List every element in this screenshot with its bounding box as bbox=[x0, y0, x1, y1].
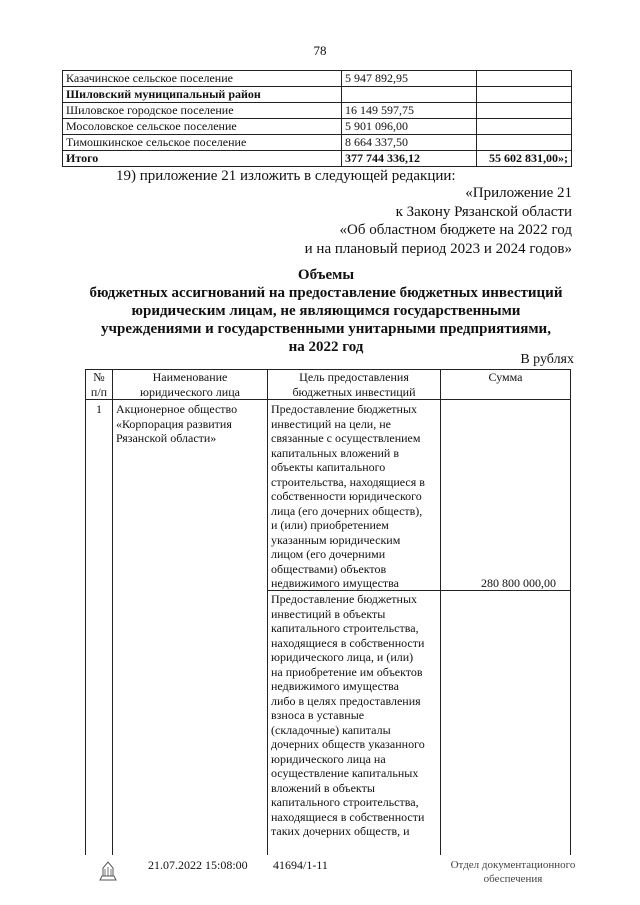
investment-purpose-1 bbox=[271, 402, 439, 591]
department-stamp: Отдел документационного обеспечения bbox=[450, 859, 576, 885]
summary-row bbox=[63, 151, 572, 167]
summary-cell-name: Шиловское городское поселение bbox=[63, 103, 342, 119]
annex-line: к Закону Рязанской области bbox=[395, 203, 572, 220]
summary-cell-value1: 16 149 597,75 bbox=[342, 103, 477, 119]
cell-line: связанные с осуществлением bbox=[271, 431, 421, 445]
cell-line: Предоставление бюджетных bbox=[271, 402, 418, 416]
cell-line: капитального строительства, bbox=[271, 795, 419, 809]
summary-cell-value2 bbox=[477, 87, 572, 103]
summary-row bbox=[63, 71, 572, 87]
instruction-text: 19) приложение 21 изложить в следующей редакции: bbox=[116, 168, 456, 184]
annex-line: и на плановый период 2023 и 2024 годов» bbox=[304, 240, 572, 257]
header-sum: Сумма bbox=[488, 370, 523, 384]
summary-cell-value1: 8 664 337,50 bbox=[342, 135, 477, 151]
cell-line: Предоставление бюджетных bbox=[271, 592, 418, 606]
footer-date: 21.07.2022 15:08:00 bbox=[148, 858, 248, 872]
cell-line: лица (его дочерних обществ), bbox=[271, 503, 423, 518]
cell-line: таких дочерних обществ, и bbox=[271, 824, 410, 838]
title-line: учреждениями и государственными унитарными предприятиями, bbox=[101, 321, 551, 337]
summary-cell-value2 bbox=[477, 119, 572, 135]
summary-cell-value2 bbox=[477, 135, 572, 151]
cell-line: юридического лица на bbox=[271, 751, 386, 766]
investment-sum-1: 280 800 000,00 bbox=[481, 576, 556, 590]
summary-table bbox=[62, 70, 572, 167]
cell-line: вложений в объекты bbox=[271, 780, 375, 795]
table-header-divider bbox=[85, 399, 571, 400]
cell-line: инвестиций в объекты bbox=[271, 606, 386, 621]
summary-row bbox=[63, 103, 572, 119]
cell-line: недвижимого имущества bbox=[271, 679, 399, 693]
table-border-right bbox=[570, 369, 571, 855]
cell-line: либо в целях предоставления bbox=[271, 693, 421, 708]
summary-cell-value1: 5 901 096,00 bbox=[342, 119, 477, 135]
summary-cell-name: Шиловский муниципальный район bbox=[63, 87, 342, 103]
cell-line: Акционерное общество bbox=[116, 402, 238, 416]
summary-cell-value1 bbox=[342, 87, 477, 103]
cell-line: обществами) объектов bbox=[271, 561, 387, 576]
cell-line: объекты капитального bbox=[271, 460, 386, 474]
cell-line: осуществление капитальных bbox=[271, 766, 419, 780]
table-col-divider-2 bbox=[267, 369, 268, 855]
cell-line: находящиеся в собственности bbox=[271, 635, 425, 650]
summary-cell-value1: 377 744 336,12 bbox=[342, 151, 477, 167]
title-line: бюджетных ассигнований на предоставление бюджетных инвестиций bbox=[89, 285, 563, 301]
title-line: на 2022 год bbox=[288, 339, 364, 355]
cell-line: указанным юридическим bbox=[271, 532, 401, 547]
cell-line: на приобретение им объектов bbox=[271, 664, 423, 679]
title-line: Объемы bbox=[297, 267, 355, 283]
cell-line: находящиеся в собственности bbox=[271, 809, 425, 824]
cell-line: строительства, находящиеся в bbox=[271, 474, 425, 489]
header-purpose: Цель предоставления бюджетных инвестиций bbox=[292, 370, 416, 399]
table-col-divider-1 bbox=[112, 369, 113, 855]
header-num: № п/п bbox=[90, 370, 108, 399]
summary-cell-name: Казачинское сельское поселение bbox=[63, 71, 342, 87]
cell-line: дочерних обществ указанного bbox=[271, 737, 425, 751]
summary-cell-value2 bbox=[477, 71, 572, 87]
summary-cell-name: Мосоловское сельское поселение bbox=[63, 119, 342, 135]
coat-of-arms-icon bbox=[96, 858, 120, 882]
footer-doc-number: 41694/1-11 bbox=[273, 858, 328, 872]
cell-line: инвестиций на цели, не bbox=[271, 416, 391, 431]
cell-line: (складочные) капиталы bbox=[271, 722, 391, 737]
document-title bbox=[62, 266, 590, 356]
summary-row bbox=[63, 135, 572, 151]
row-number: 1 bbox=[96, 402, 102, 416]
annex-line: «Приложение 21 bbox=[465, 185, 572, 201]
summary-cell-name: Тимошкинское сельское поселение bbox=[63, 135, 342, 151]
cell-line: взноса в уставные bbox=[271, 708, 365, 722]
investments-table bbox=[85, 369, 571, 855]
cell-line: Рязанской области» bbox=[116, 431, 217, 445]
header-name: Наименование юридического лица bbox=[140, 370, 240, 399]
cell-line: юридического лица, и (или) bbox=[271, 650, 414, 664]
table-col-divider-3 bbox=[440, 369, 441, 855]
cell-line: капитальных вложений в bbox=[271, 445, 400, 460]
cell-line: собственности юридического bbox=[271, 489, 422, 503]
annex-line: «Об областном бюджете на 2022 год bbox=[339, 222, 572, 238]
title-line: юридическим лицам, не являющимся государственными bbox=[131, 303, 521, 319]
cell-line: капитального строительства, bbox=[271, 621, 419, 635]
cell-line: и (или) приобретением bbox=[271, 518, 389, 532]
cell-line: «Корпорация развития bbox=[116, 416, 232, 431]
summary-cell-value2: 55 602 831,00»; bbox=[477, 151, 572, 167]
summary-row bbox=[63, 119, 572, 135]
legal-entity-name bbox=[116, 402, 266, 446]
annex-header bbox=[305, 184, 572, 258]
table-border-left bbox=[85, 369, 86, 855]
summary-row bbox=[63, 87, 572, 103]
page-number: 78 bbox=[313, 43, 327, 58]
summary-cell-value1: 5 947 892,95 bbox=[342, 71, 477, 87]
summary-cell-name: Итого bbox=[63, 151, 342, 167]
cell-line: недвижимого имущества bbox=[271, 576, 399, 590]
cell-line: лицом (его дочерними bbox=[271, 547, 386, 561]
summary-cell-value2 bbox=[477, 103, 572, 119]
investment-purpose-2 bbox=[271, 592, 439, 839]
units-label: В рублях bbox=[520, 352, 574, 367]
